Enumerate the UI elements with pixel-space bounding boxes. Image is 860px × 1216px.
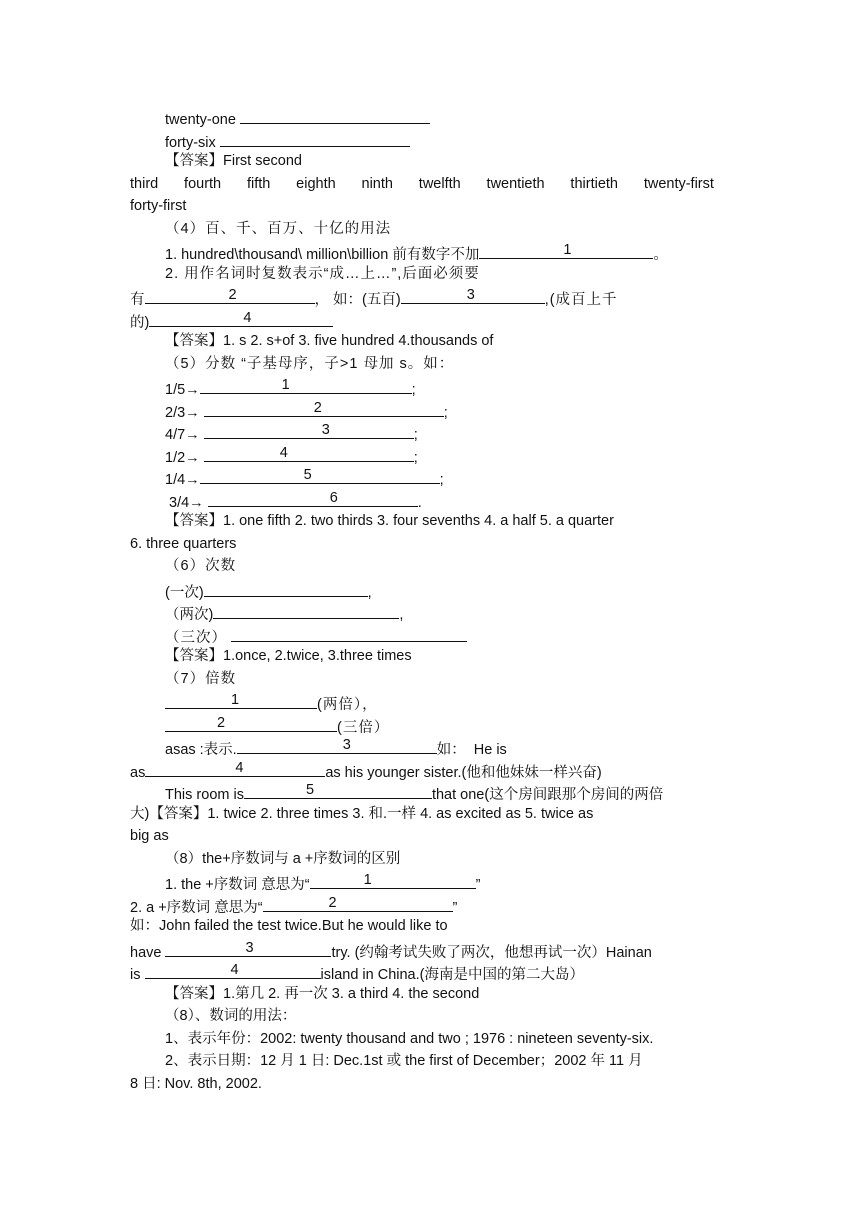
- blank-number: 3: [342, 737, 351, 753]
- exercise-line: [165, 241, 668, 263]
- text: that one(这个房间跟那个房间的两倍: [431, 787, 664, 803]
- text: ;: [413, 427, 418, 443]
- answer-blank[interactable]: [145, 286, 315, 304]
- answer-blank[interactable]: [204, 399, 444, 417]
- text: as: [130, 765, 146, 781]
- text: （两次): [165, 607, 214, 623]
- blank-number: 3: [321, 422, 330, 438]
- text: try. (约翰考试失败了两次，他想再试一次）Hainan: [331, 945, 652, 961]
- answer-blank[interactable]: [231, 624, 467, 642]
- blank-number: 1: [281, 377, 290, 393]
- blank-number: 3: [245, 940, 254, 956]
- text: forty-six: [165, 135, 216, 151]
- text: 2. a +序数词 意思为“: [130, 900, 263, 916]
- answer-line: 【答案】1.第几 2. 再一次 3. a third 4. the second: [165, 986, 480, 1002]
- answer-line: 大)【答案】1. twice 2. three times 3. 和.一样 4. as excited as 5. twice as: [130, 806, 594, 822]
- text: 。: [653, 247, 668, 263]
- fraction-label: 1/4→: [165, 472, 200, 488]
- blank-number: 1: [363, 872, 372, 888]
- answer-blank[interactable]: [200, 466, 440, 484]
- text: as his younger sister.(他和他妹妹一样兴奋): [325, 765, 602, 781]
- answer-blank[interactable]: [263, 894, 453, 912]
- ordinal-word: ninth: [361, 176, 393, 192]
- answer-blank[interactable]: [213, 601, 399, 619]
- text: 有: [130, 292, 145, 308]
- text: .: [417, 495, 422, 511]
- fraction-label: 4/7→: [165, 427, 204, 443]
- answer-blank[interactable]: [145, 759, 325, 777]
- answer-blank[interactable]: [237, 736, 437, 754]
- section-title: （5）分数 “子基母序，子>1 母加 s。如：: [165, 356, 455, 372]
- fraction-label: 1/5→: [165, 382, 200, 398]
- text: ;: [411, 382, 416, 398]
- answer-blank[interactable]: [200, 376, 412, 394]
- blank-number: 6: [329, 490, 338, 506]
- text: island in China.(海南是中国的第二大岛）: [320, 967, 584, 983]
- text: ， 如：(五百): [314, 292, 401, 308]
- text: (一次): [165, 585, 204, 601]
- exercise-line: [130, 961, 584, 983]
- exercise-line: [165, 489, 422, 511]
- answer-blank[interactable]: [401, 286, 545, 304]
- ordinal-word: twentieth: [486, 176, 545, 192]
- exercise-line: [165, 691, 378, 713]
- text: （三次）: [165, 630, 227, 646]
- exercise-line: [165, 106, 430, 128]
- blank-number: 2: [328, 895, 337, 911]
- exercise-line: [165, 714, 389, 736]
- blank-number: 1: [563, 242, 572, 258]
- exercise-line: [165, 444, 418, 466]
- answer-line: 【答案】1.once, 2.twice, 3.three times: [165, 648, 412, 664]
- answer-blank[interactable]: [204, 579, 368, 597]
- answer-blank[interactable]: [165, 939, 331, 957]
- exercise-line: [165, 466, 444, 488]
- ordinal-word: twelfth: [418, 176, 461, 192]
- text: ;: [413, 450, 418, 466]
- paragraph-line: 2、表示日期：12 月 1 日: Dec.1st 或 the first of December；2002 年 11 月: [165, 1053, 643, 1069]
- fraction-label: 2/3→: [165, 405, 204, 421]
- text: asas :表示.: [165, 742, 237, 758]
- blank-number: 2: [228, 287, 237, 303]
- paragraph-line: 1、表示年份：2002: twenty thousand and two ; 1976 : nineteen seventy-six.: [165, 1031, 654, 1047]
- blank-number: 5: [303, 467, 312, 483]
- text: ”: [452, 900, 458, 916]
- answer-line: 【答案】1. one fifth 2. two thirds 3. four sevenths 4. a half 5. a quarter: [165, 513, 614, 529]
- text: This room is: [165, 787, 244, 803]
- exercise-line: [165, 129, 410, 151]
- section-title: （6）次数: [165, 558, 237, 574]
- blank-number: 3: [466, 287, 475, 303]
- fraction-label: 1/2→: [165, 450, 204, 466]
- text: ;: [443, 405, 448, 421]
- ordinal-word: eighth: [296, 176, 336, 192]
- text: twenty-one: [165, 112, 236, 128]
- text: 如： He is: [436, 742, 507, 758]
- answer-blank[interactable]: [479, 241, 653, 259]
- exercise-line: [165, 399, 448, 421]
- ordinal-word: fifth: [246, 176, 271, 192]
- ordinal-word: third: [130, 176, 159, 192]
- section-title: （8）the+序数词与 a +序数词的区别: [165, 851, 401, 867]
- fraction-label: 3/4→: [165, 495, 208, 511]
- answer-blank[interactable]: [149, 309, 333, 327]
- answer-blank[interactable]: [204, 444, 414, 462]
- exercise-line: [130, 286, 618, 308]
- blank-number: 4: [243, 310, 252, 326]
- exercise-line: [165, 601, 403, 623]
- exercise-line: [165, 579, 372, 601]
- text: have: [130, 945, 166, 961]
- answer-blank[interactable]: [165, 714, 337, 732]
- blank-number: 2: [217, 715, 226, 731]
- blank-number: 4: [230, 962, 239, 978]
- text: ;: [439, 472, 444, 488]
- text: ,: [399, 607, 404, 623]
- blank-number: 1: [231, 692, 240, 708]
- ordinal-word: twenty-first: [643, 176, 714, 192]
- ordinal-word: forty-first: [130, 198, 187, 214]
- blank-number: 5: [305, 782, 315, 798]
- text: 1. the +序数词 意思为“: [165, 877, 310, 893]
- answer-blank[interactable]: [208, 489, 418, 507]
- exercise-line: [130, 939, 652, 961]
- text: is: [130, 967, 145, 983]
- answer-blank[interactable]: [145, 961, 321, 979]
- answer-blank[interactable]: [244, 781, 432, 799]
- ordinal-word: thirtieth: [570, 176, 618, 192]
- blank-number: 4: [235, 760, 244, 776]
- answer-blank[interactable]: [220, 129, 410, 147]
- exercise-line: [165, 736, 507, 758]
- answer-blank[interactable]: [165, 691, 317, 709]
- answer-line: 6. three quarters: [130, 536, 237, 552]
- text: (三倍）: [337, 720, 390, 736]
- section-title: （8）、数词的用法：: [165, 1008, 297, 1024]
- section-title: （7）倍数: [165, 671, 237, 687]
- answer-line: 【答案】First second: [165, 153, 302, 169]
- exercise-line: [130, 894, 457, 916]
- answer-blank[interactable]: [240, 106, 430, 124]
- exercise-line: [165, 421, 418, 443]
- paragraph-line: 8 日: Nov. 8th, 2002.: [130, 1076, 262, 1092]
- section-title: （4）百、千、百万、十亿的用法: [165, 221, 392, 237]
- ordinal-word: fourth: [184, 176, 222, 192]
- answer-blank[interactable]: [204, 421, 414, 439]
- answer-line: big as: [130, 828, 169, 844]
- exercise-line: [130, 309, 333, 331]
- text: ”: [475, 877, 481, 893]
- exercise-line: 2. 用作名词时复数表示“成…上…”,后面必须要: [165, 266, 480, 282]
- text: 1. hundred\thousand\ million\billion 前有数字不加: [165, 247, 480, 263]
- text: ,(成百上千: [544, 292, 618, 308]
- text: ,: [367, 585, 372, 601]
- exercise-line: [130, 759, 602, 781]
- blank-number: 4: [279, 445, 288, 461]
- blank-number: 2: [313, 400, 322, 416]
- ordinal-list: [130, 174, 714, 196]
- exercise-line: [165, 624, 467, 646]
- text: (两倍），: [317, 697, 378, 713]
- exercise-line: [165, 781, 663, 803]
- answer-line: 【答案】1. s 2. s+of 3. five hundred 4.thousands of: [165, 333, 494, 349]
- text: 的): [130, 315, 150, 331]
- exercise-line: [165, 871, 480, 893]
- exercise-line: 如：John failed the test twice.But he would like to: [130, 918, 448, 934]
- exercise-line: [165, 376, 416, 398]
- answer-blank[interactable]: [310, 871, 476, 889]
